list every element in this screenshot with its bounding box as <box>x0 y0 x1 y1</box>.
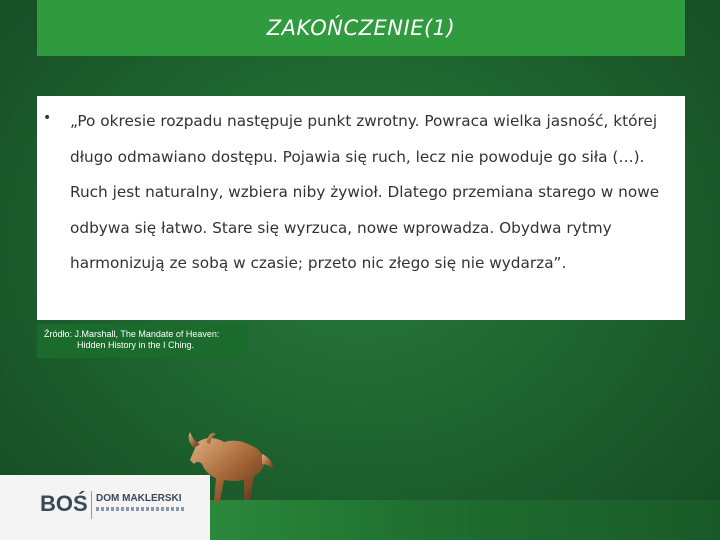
source-line-2: Hidden History in the I Ching. <box>77 340 195 350</box>
source-citation <box>37 324 247 358</box>
source-line-1: Źródło: J.Marshall, The Mandate of Heaven: <box>44 329 220 339</box>
slide-title: ZAKOŃCZENIE(1) <box>266 16 456 40</box>
logo-subtitle <box>96 507 186 511</box>
bos-logo: BOŚ <box>40 491 88 516</box>
quote-text: „Po okresie rozpadu następuje punkt zwrotny. Powraca wielka jasność, której długo odmawiano dostępu. Pojawia się ruch, lecz nie powoduje go siła (…). Ruch jest naturalny, wzbiera niby żywioł. Dlatego przemiana starego w nowe odbywa się łatwo. Stare się wyrzuca, nowe wprowadza. Obydwa rytmy harmonizują ze sobą w czasie; przeto nic złego się nie wydarza”. <box>70 112 660 272</box>
bull-statue-icon <box>180 420 280 510</box>
title-bar <box>37 0 685 56</box>
logo-divider <box>91 491 92 519</box>
bullet-icon: • <box>43 110 52 126</box>
dom-maklerski-logo: DOM MAKLERSKI <box>96 493 182 504</box>
